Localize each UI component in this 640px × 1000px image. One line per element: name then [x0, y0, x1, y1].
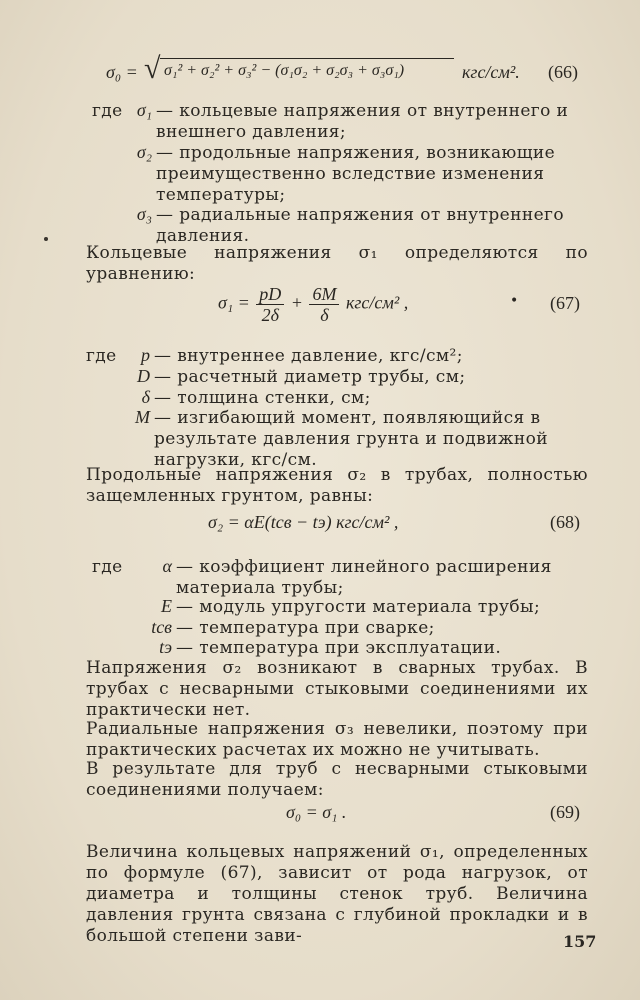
paragraph-4: Радиальные напряжения σ₃ невелики, поэтому при практических расчетах их можно не учитывать. [86, 719, 588, 760]
formula-67-fraction-1 [256, 284, 284, 325]
def-68-symbol-3: tсв [151, 617, 172, 637]
formula-69: σ₀ = σ₁ . [286, 802, 347, 822]
sqrt-sign: √ [144, 52, 161, 85]
formula-66-radicand: σ₁² + σ₂² + σ₃² − (σ₁σ₂ + σ₂σ₃ + σ₃σ₁) [164, 62, 405, 79]
page-number: 157 [563, 932, 597, 951]
paragraph-5: В результате для труб с несварными стыковыми соединениями получаем: [86, 759, 588, 800]
def-66-symbol-1: σ₁ [136, 100, 152, 120]
formula-69-number: (69) [550, 802, 580, 822]
def-68-text-3: — температура при сварке; [176, 618, 435, 638]
def-66-symbol-3: σ₃ [136, 204, 152, 224]
paragraph-2: Продольные напряжения σ₂ в трубах, полностью защемленных грунтом, равны: [86, 465, 588, 506]
def-66-text-2: — продольные напряжения, возникающие преимущественно вследствие изменения температуры; [156, 143, 556, 205]
formula-67-plus: + [290, 292, 303, 313]
formula-67 [218, 284, 408, 325]
def-66-symbol-2: σ₂ [136, 142, 152, 162]
def-67-symbol-4: M [135, 407, 150, 427]
paragraph-6: Величина кольцевых напряжений σ₁, определенных по формуле (67), зависит от рода нагрузок, от диаметра и толщины стенок труб. Величина давления грунта связана с глубиной прокладки и в большой степени зави- [86, 842, 588, 946]
paragraph-3: Напряжения σ₂ возникают в сварных трубах. В трубах с несварными стыковыми соединениями их практически нет. [86, 658, 588, 720]
formula-67-lhs: σ₁ = [218, 292, 250, 313]
def-67-text-4: — изгибающий момент, появляющийся в результате давления грунта и подвижной нагрузки, кгс/см. [154, 408, 548, 470]
def-66-text-3: — радиальные напряжения от внутреннего давления. [156, 205, 564, 246]
formula-66-number: (66) [548, 62, 578, 82]
def-68-symbol-1: α [162, 556, 172, 576]
def-67-text-3: — толщина стенки, см; [154, 388, 371, 408]
fraction-1-denominator: 2δ [261, 305, 279, 325]
def-68-text-2: — модуль упругости материала трубы; [176, 597, 541, 617]
defs-66-intro: где [92, 101, 123, 121]
def-66-text-1: — кольцевые напряжения от внутреннего и внешнего давления; [156, 101, 569, 142]
def-67-text-2: — расчетный диаметр трубы, см; [154, 367, 466, 387]
print-speck [44, 237, 48, 241]
print-speck: • [510, 293, 519, 309]
formula-67-number: (67) [550, 293, 580, 313]
formula-66-unit: кгс/см². [462, 62, 520, 82]
paragraph-1: Кольцевые напряжения σ₁ определяются по уравнению: [86, 243, 588, 284]
formula-67-unit: кгс/см² , [345, 292, 409, 313]
fraction-1-numerator: pD [256, 284, 284, 305]
formula-68-number: (68) [550, 512, 580, 532]
formula-66-lhs: σ₀ = [106, 62, 138, 82]
defs-67-intro: где [86, 346, 117, 366]
def-68-text-4: — температура при эксплуатации. [176, 638, 502, 658]
def-67-symbol-3: δ [141, 387, 150, 407]
def-67-text-1: — внутреннее давление, кгс/см²; [154, 346, 463, 366]
def-68-symbol-4: tэ [159, 637, 172, 657]
sqrt-vinculum [160, 58, 454, 59]
formula-67-fraction-2 [309, 284, 339, 325]
def-68-text-1: — коэффициент линейного расширения материала трубы; [176, 557, 552, 598]
def-67-symbol-1: p [141, 345, 150, 365]
defs-68-intro: где [92, 557, 123, 577]
def-68-symbol-2: E [161, 596, 172, 616]
formula-68: σ₂ = αE(tсв − tэ) кгс/см² , [208, 512, 399, 532]
fraction-2-denominator: δ [320, 305, 329, 325]
fraction-2-numerator: 6M [309, 284, 339, 305]
def-67-symbol-2: D [137, 366, 150, 386]
